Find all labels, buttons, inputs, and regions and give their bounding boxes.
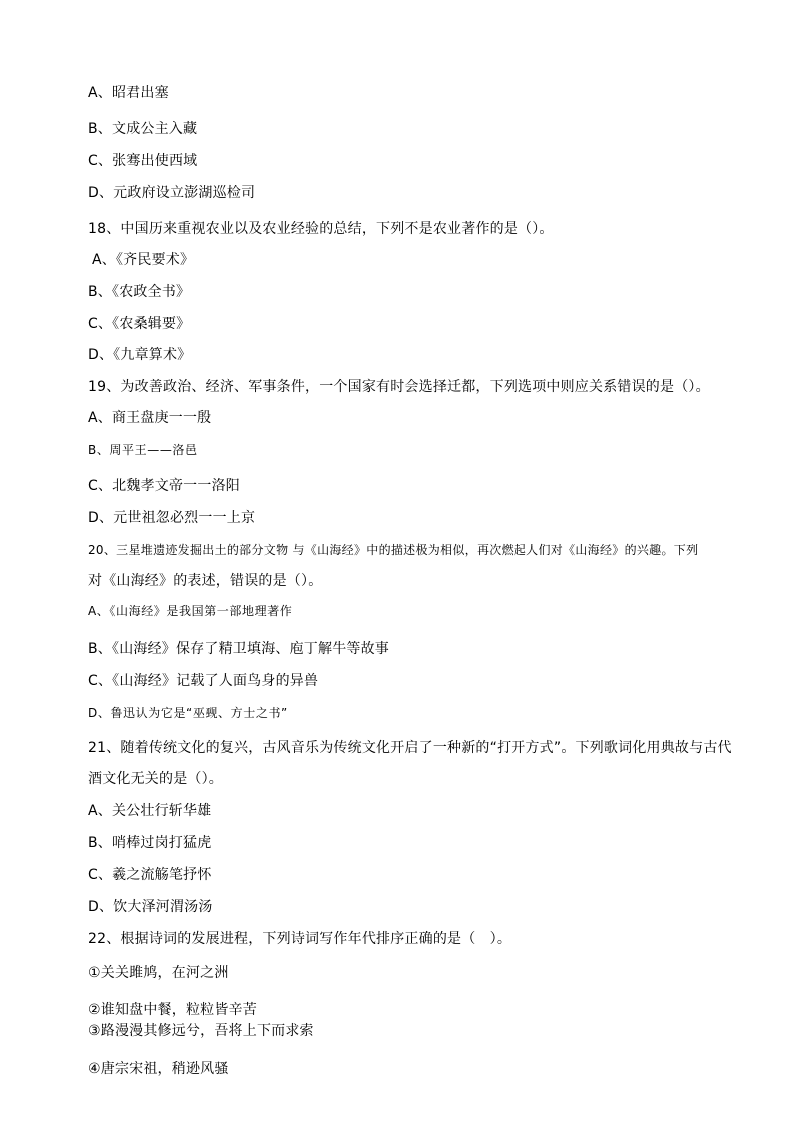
question-18-option-a: A、《齐民要术》 [92, 252, 195, 268]
question-22-item-4: ④唐宗宋祖，稍逊风骚 [88, 1061, 229, 1077]
question-20-option-d: D、鲁迅认为它是“巫觋、方士之书” [88, 706, 288, 720]
prev-option-a: A、昭君出塞 [88, 85, 169, 101]
question-21-option-a: A、关公壮行斩华雄 [88, 803, 212, 819]
question-18-option-d: D、《九章算术》 [88, 347, 192, 363]
question-18-option-c: C、《农桑辑要》 [88, 316, 191, 332]
prev-option-b: B、文成公主入藏 [88, 121, 198, 137]
question-19-option-d: D、元世祖忽必烈一一上京 [88, 510, 256, 526]
question-21-option-d: D、饮大泽河渭汤汤 [88, 899, 213, 915]
question-18-option-b: B、《农政全书》 [88, 284, 191, 300]
question-21-stem-line-1: 21、随着传统文化的复兴，古风音乐为传统文化开启了一种新的“打开方式”。下列歌词化用典故与古代 [88, 740, 732, 756]
question-20-option-c: C、《山海经》记载了人面鸟身的异兽 [88, 673, 319, 689]
question-19-option-a: A、商王盘庚一一殷 [88, 410, 212, 426]
question-20-option-a: A、《山海经》是我国第一部地理著作 [88, 604, 293, 618]
question-21-option-c: C、羲之流觞笔抒怀 [88, 867, 212, 883]
question-22-item-3: ③路漫漫其修远兮，吾将上下而求索 [88, 1023, 314, 1039]
question-20-stem-line-2: 对《山海经》的表述，错误的是（）。 [88, 573, 323, 589]
question-19-option-c: C、北魏孝文帝一一洛阳 [88, 478, 240, 494]
question-21-stem-line-2: 酒文化无关的是（）。 [88, 771, 223, 787]
prev-option-d: D、元政府设立澎湖巡检司 [88, 185, 256, 201]
question-19-stem: 19、为改善政治、经济、军事条件，一个国家有时会选择迁都，下列选项中则应关系错误的是（）。 [88, 379, 710, 395]
question-20-stem-line-1: 20、三星堆遗迹发掘出土的部分文物 与《山海经》中的描述极为相似，再次燃起人们对《山海经》的兴趣。下列 [88, 543, 699, 557]
question-21-option-b: B、哨棒过岗打猛虎 [88, 835, 212, 851]
question-22-item-2: ②谁知盘中餐，粒粒皆辛苦 [88, 1002, 257, 1018]
question-22-item-1: ①关关雎鸠，在河之洲 [88, 965, 229, 981]
question-22-stem: 22、根据诗词的发展进程，下列诗词写作年代排序正确的是（ ）。 [88, 931, 512, 947]
question-20-option-b: B、《山海经》保存了精卫填海、庖丁解牛等故事 [88, 641, 390, 657]
question-18-stem: 18、中国历来重视农业以及农业经验的总结，下列不是农业著作的是（）。 [88, 221, 554, 237]
question-19-option-b: B、周平王——洛邑 [88, 443, 198, 457]
prev-option-c: C、张骞出使西域 [88, 153, 198, 169]
